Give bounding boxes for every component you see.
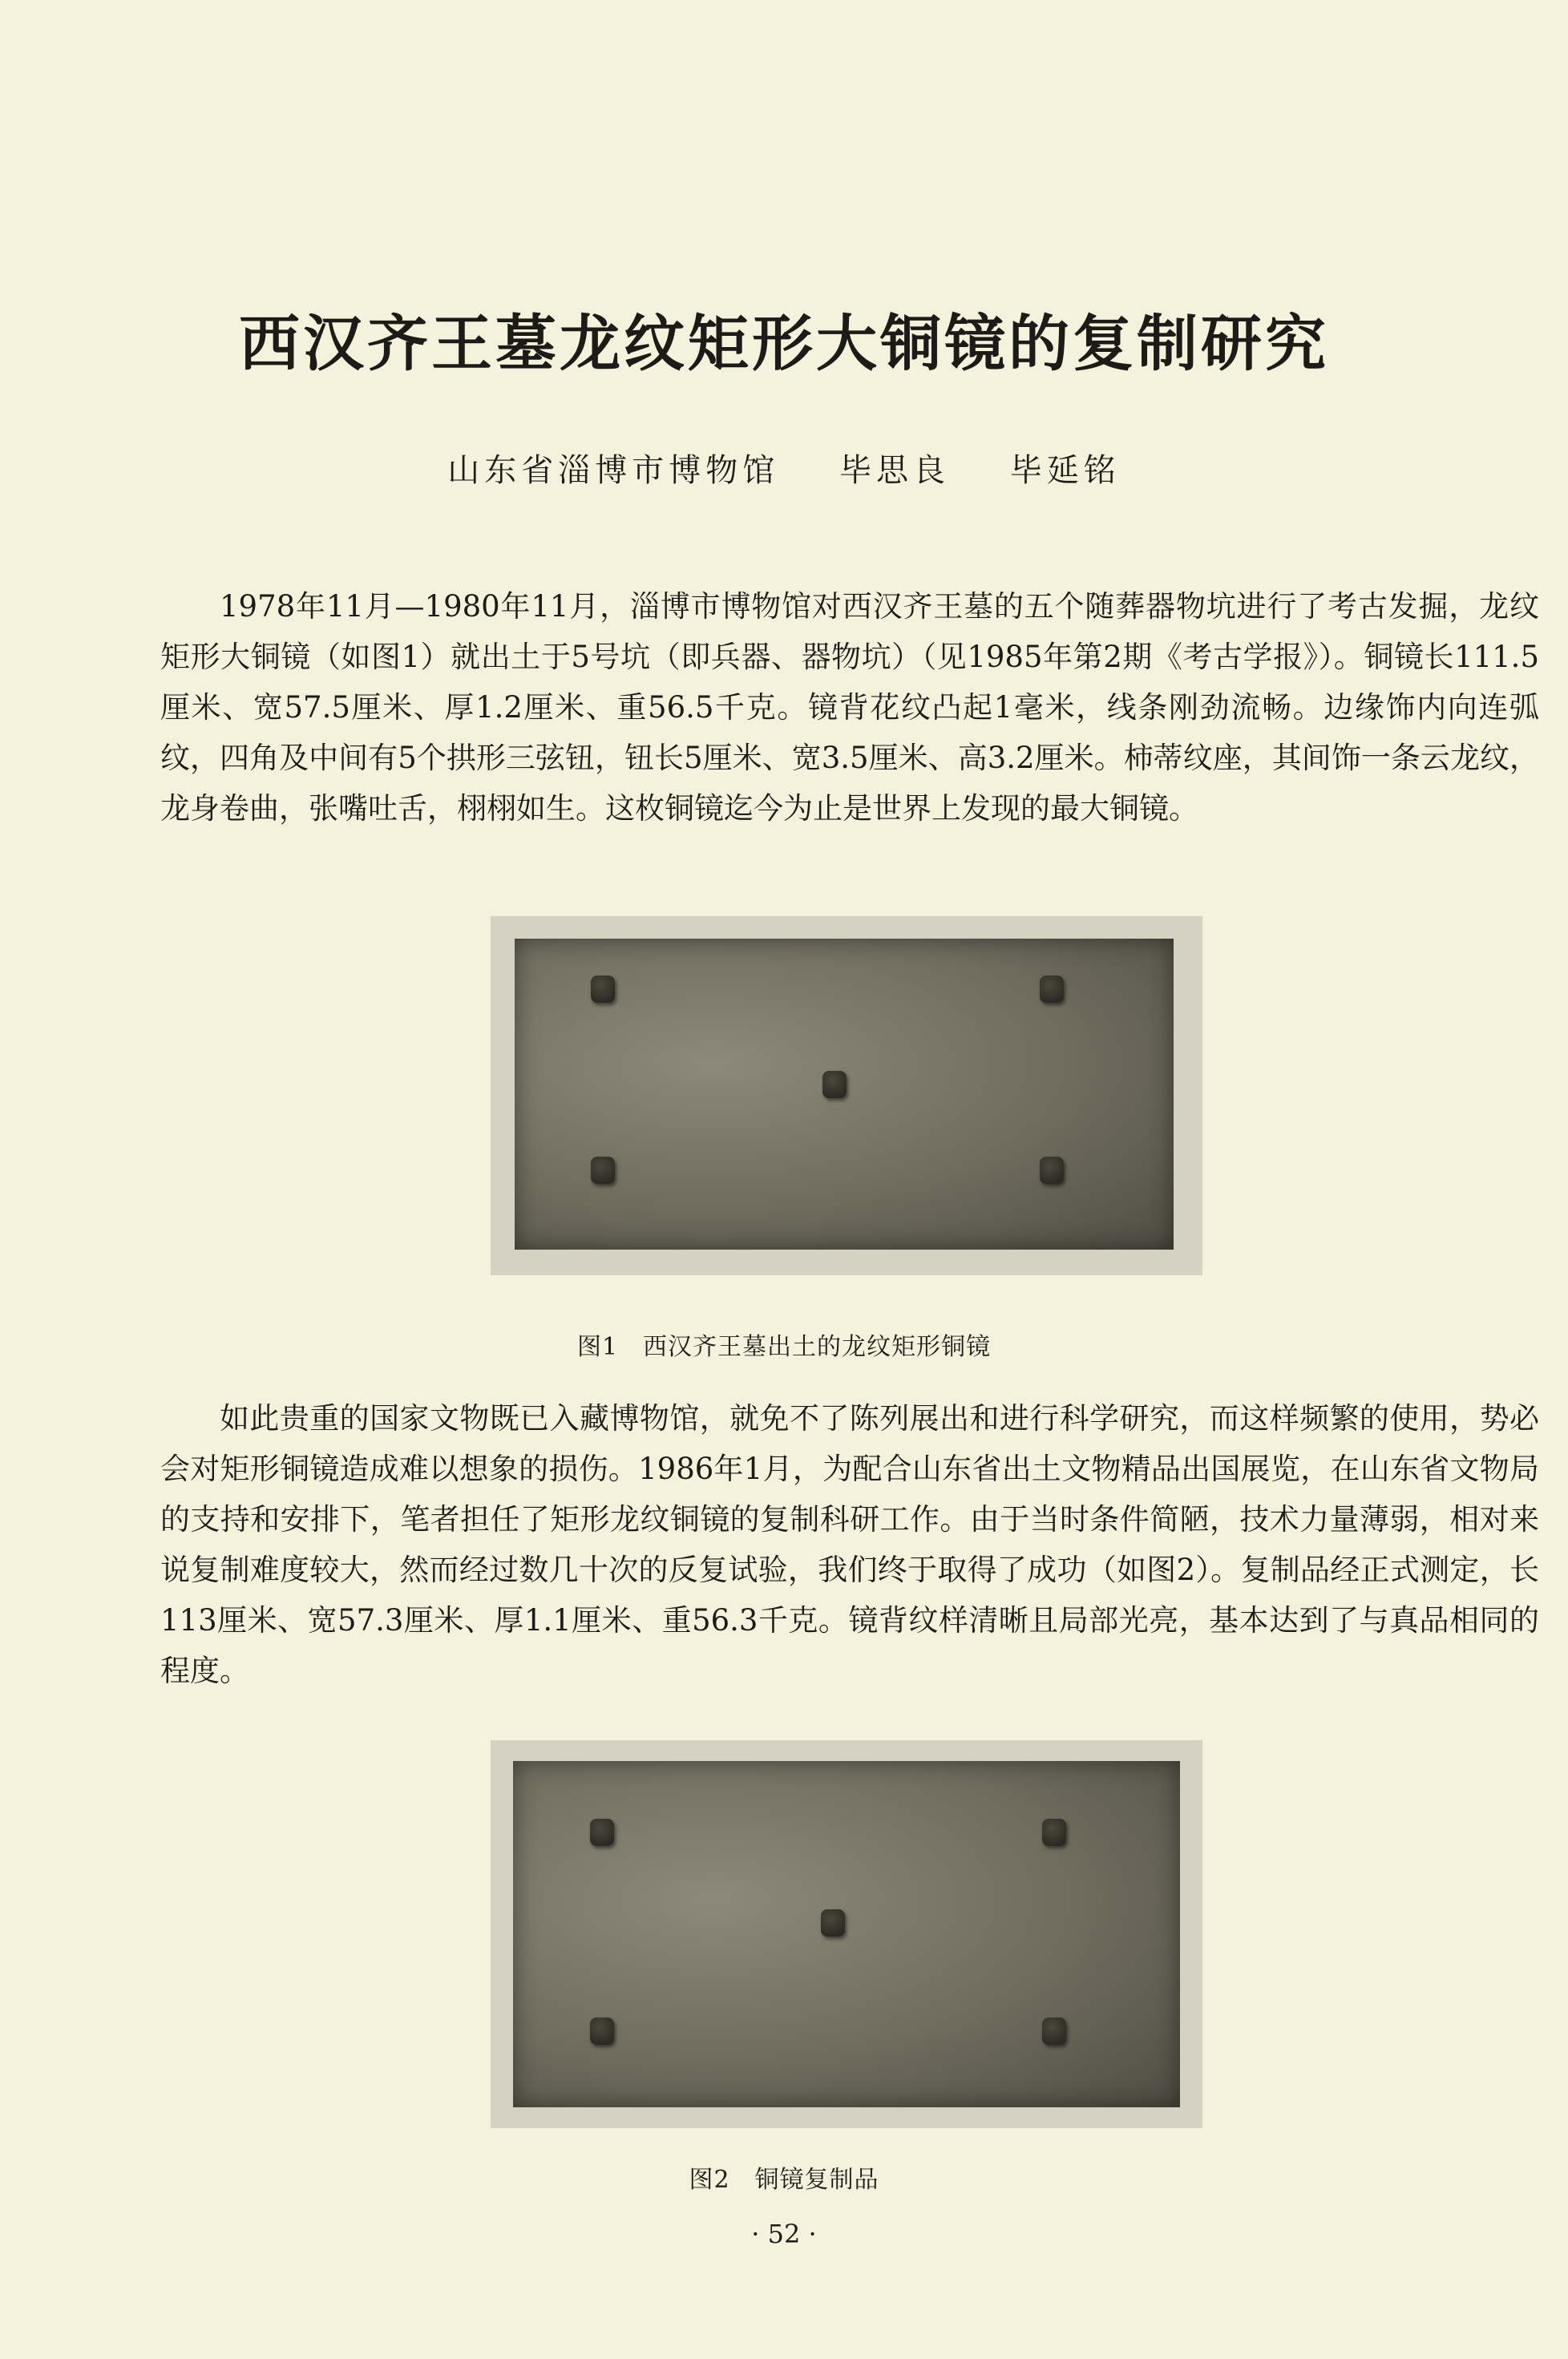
figure-caption: 图1 西汉齐王墓出土的龙纹矩形铜镜 xyxy=(576,1333,992,1361)
body-paragraph: 1978年11月—1980年11月，淄博市博物馆对西汉齐王墓的五个随葬器物坑进行了考古发掘，龙纹矩形大铜镜（如图1）就出土于5号坑（即兵器、器物坑）（见1985年第2期《考古学报》）。铜镜长111.5厘米、宽57.5厘米、厚1.2厘米、重56.5千克。镜背花纹凸起1毫米，线条刚劲流畅。边缘饰内向连弧纹，四角及中间有5个拱形三弦钮，钮长5厘米、宽3.5厘米、高3.2厘米。柿蒂纹座，其间饰一条云龙纹，龙身卷曲，张嘴吐舌，栩栩如生。这枚铜镜迄今为止是世界上发现的最大铜镜。 xyxy=(160,589,1539,826)
mirror-knob xyxy=(1042,1819,1066,1846)
bronze-mirror-plate xyxy=(513,1761,1180,2107)
mirror-knob xyxy=(1040,1157,1064,1184)
author-name: 毕延铭 xyxy=(1009,452,1121,489)
mirror-knob xyxy=(822,1071,847,1098)
article-title: 西汉齐王墓龙纹矩形大铜镜的复制研究 xyxy=(239,308,1329,379)
institution: 山东省淄博市博物馆 xyxy=(447,452,780,489)
mirror-knob xyxy=(590,2018,614,2045)
figure-photo-replica-mirror xyxy=(491,1740,1202,2128)
figure-photo-original-mirror xyxy=(491,916,1202,1275)
bronze-mirror-plate xyxy=(515,939,1174,1250)
mirror-knob xyxy=(1040,976,1064,1003)
mirror-knob xyxy=(1042,2018,1066,2045)
author-name: 毕思良 xyxy=(839,452,950,489)
page-number: · 52 · xyxy=(751,2219,817,2249)
mirror-knob xyxy=(591,1157,615,1184)
mirror-knob xyxy=(821,1909,845,1937)
body-paragraph: 如此贵重的国家文物既已入藏博物馆，就免不了陈列展出和进行科学研究，而这样频繁的使用，势必会对矩形铜镜造成难以想象的损伤。1986年1月，为配合山东省出土文物精品出国展览，在山东省文物局的支持和安排下，笔者担任了矩形龙纹铜镜的复制科研工作。由于当时条件简陋，技术力量薄弱，相对来说复制难度较大，然而经过数几十次的反复试验，我们终于取得了成功（如图2）。复制品经正式测定，长113厘米、宽57.3厘米、厚1.1厘米、重56.3千克。镜背纹样清晰且局部光亮，基本达到了与真品相同的程度。 xyxy=(160,1401,1539,1688)
mirror-knob xyxy=(591,976,615,1003)
mirror-knob xyxy=(590,1819,614,1846)
author-line xyxy=(0,445,1568,491)
figure-caption: 图2 铜镜复制品 xyxy=(689,2166,879,2194)
